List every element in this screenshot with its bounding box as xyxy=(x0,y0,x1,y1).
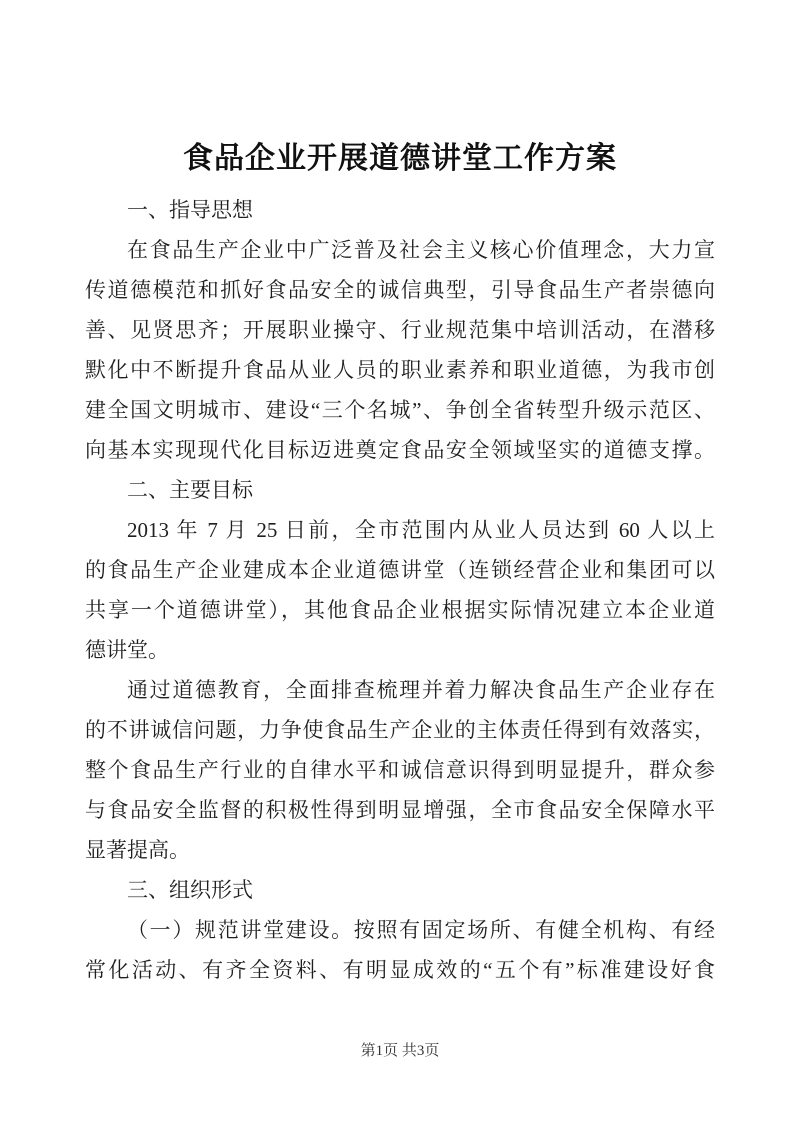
section-heading: 三、组织形式 xyxy=(127,878,253,902)
text-line: 传道德模范和抓好食品安全的诚信典型，引导食品生产者崇德向 xyxy=(85,278,715,302)
text-line: 通过道德教育，全面排查梳理并着力解决食品生产企业存在 xyxy=(127,678,715,702)
text-line: 德讲堂。 xyxy=(85,638,169,662)
section-heading: 一、指导思想 xyxy=(127,198,253,222)
text-line: 显著提高。 xyxy=(85,838,190,862)
document-lines xyxy=(85,190,715,990)
page-number-footer: 第1页 共3页 xyxy=(360,1043,440,1059)
text-line: 建全国文明城市、建设“三个名城”、争创全省转型升级示范区、 xyxy=(85,398,715,422)
text-line: 常化活动、有齐全资料、有明显成效的“五个有”标准建设好食 xyxy=(85,958,715,982)
text-line: 默化中不断提升食品从业人员的职业素养和职业道德，为我市创 xyxy=(85,358,715,382)
section-heading: 二、主要目标 xyxy=(127,478,253,502)
text-line: 与食品安全监督的积极性得到明显增强，全市食品安全保障水平 xyxy=(85,798,715,822)
document-title: 食品企业开展道德讲堂工作方案 xyxy=(183,142,617,175)
text-line: 2013 年 7 月 25 日前，全市范围内从业人员达到 60 人以上 xyxy=(127,518,715,542)
text-line: 善、见贤思齐；开展职业操守、行业规范集中培训活动，在潜移 xyxy=(85,318,715,342)
text-line: 在食品生产企业中广泛普及社会主义核心价值理念，大力宣 xyxy=(127,238,715,262)
text-line: 整个食品生产行业的自律水平和诚信意识得到明显提升，群众参 xyxy=(85,758,715,782)
document-body xyxy=(85,133,715,990)
text-line: （一）规范讲堂建设。按照有固定场所、有健全机构、有经 xyxy=(127,918,715,942)
text-line: 向基本实现现代化目标迈进奠定食品安全领域坚实的道德支撑。 xyxy=(85,438,715,462)
text-line: 的不讲诚信问题，力争使食品生产企业的主体责任得到有效落实， xyxy=(85,718,715,742)
text-line: 的食品生产企业建成本企业道德讲堂（连锁经营企业和集团可以 xyxy=(85,558,715,582)
text-line: 共享一个道德讲堂），其他食品企业根据实际情况建立本企业道 xyxy=(85,598,715,622)
